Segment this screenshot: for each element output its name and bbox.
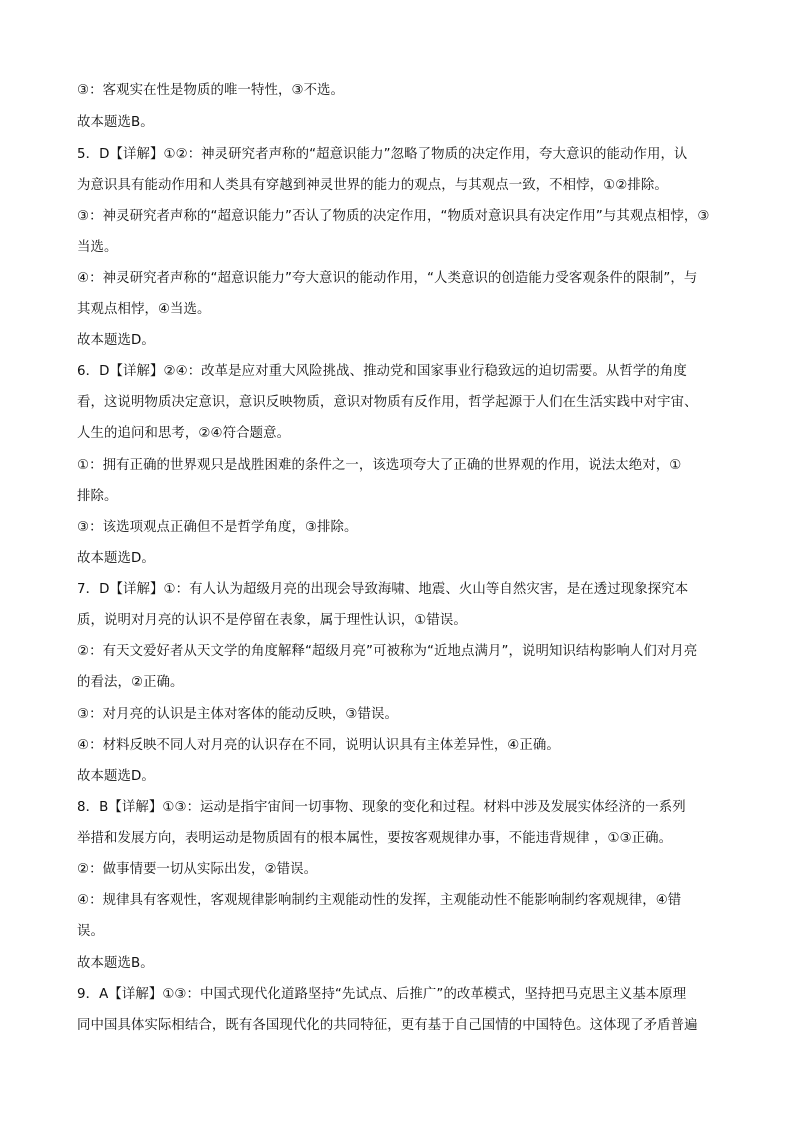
text-line: 故本题选B。	[77, 956, 154, 971]
text-line: ③：客观实在性是物质的唯一特性，③不选。	[77, 83, 345, 98]
text-line: ②：有天文爱好者从天文学的角度解释“超级月亮”可被称为“近地点满月”，说明知识结构影响人们对月亮	[77, 644, 698, 659]
text-line: ④：神灵研究者声称的“超意识能力”夸大意识的能动作用，“人类意识的创造能力受客观条件的限制”，与	[77, 271, 698, 286]
text-line: ③：神灵研究者声称的“超意识能力”否认了物质的决定作用，“物质对意识具有决定作用”与其观点相悖，③	[77, 209, 710, 224]
text-line: 其观点相悖，④当选。	[77, 302, 211, 317]
text-line: 举措和发展方向，表明运动是物质固有的根本属性，要按客观规律办事，不能违背规律 ，①③正确。	[77, 831, 673, 846]
text-line: 质，说明对月亮的认识不是停留在表象，属于理性认识，①错误。	[77, 613, 467, 628]
text-line: ③：该选项观点正确但不是哲学角度，③排除。	[77, 520, 358, 535]
text-line: ④：规律具有客观性，客观规律影响制约主观能动性的发挥，主观能动性不能影响制约客观规律，④错	[77, 893, 682, 908]
text-line: ④：材料反映不同人对月亮的认识存在不同，说明认识具有主体差异性，④正确。	[77, 738, 560, 753]
text-line: ①：拥有正确的世界观只是战胜困难的条件之一，该选项夸大了正确的世界观的作用，说法太绝对，①	[77, 458, 682, 473]
text-line: 5．D【详解】①②：神灵研究者声称的“超意识能力”忽略了物质的决定作用，夸大意识的能动作用，认	[77, 147, 688, 162]
text-line: 的看法，②正确。	[77, 675, 184, 690]
text-line: 同中国具体实际相结合，既有各国现代化的共同特征，更有基于自己国情的中国特色。这体现了矛盾普遍	[77, 1018, 698, 1033]
text-line: 6．D【详解】②④：改革是应对重大风险挑战、推动党和国家事业行稳致远的迫切需要。从哲学的角度	[77, 364, 687, 379]
text-line: 人生的追问和思考，②④符合题意。	[77, 426, 291, 441]
text-line: 7．D【详解】①：有人认为超级月亮的出现会导致海啸、地震、火山等自然灾害，是在透过现象探究本	[77, 582, 689, 597]
text-line: ②：做事情要一切从实际出发，②错误。	[77, 862, 318, 877]
text-line: 故本题选D。	[77, 333, 155, 348]
text-line: 排除。	[77, 489, 118, 504]
text-line: 故本题选D。	[77, 769, 155, 784]
text-line: 9．A【详解】①③：中国式现代化道路坚持“先试点、后推广”的改革模式，坚持把马克思主义基本原理	[77, 987, 687, 1002]
text-line: ③：对月亮的认识是主体对客体的能动反映，③错误。	[77, 707, 399, 722]
text-line: 误。	[77, 924, 104, 939]
text-line: 看，这说明物质决定意识，意识反映物质，意识对物质有反作用，哲学起源于人们在生活实践中对宇宙、	[77, 395, 698, 410]
text-line: 当选。	[77, 240, 118, 255]
text-line: 为意识具有能动作用和人类具有穿越到神灵世界的能力的观点，与其观点一致，不相悖，①②排除。	[77, 178, 668, 193]
text-line: 故本题选D。	[77, 551, 155, 566]
text-line: 8．B【详解】①③：运动是指宇宙间一切事物、现象的变化和过程。材料中涉及发展实体经济的一系列	[77, 800, 686, 815]
text-line: 故本题选B。	[77, 115, 154, 130]
